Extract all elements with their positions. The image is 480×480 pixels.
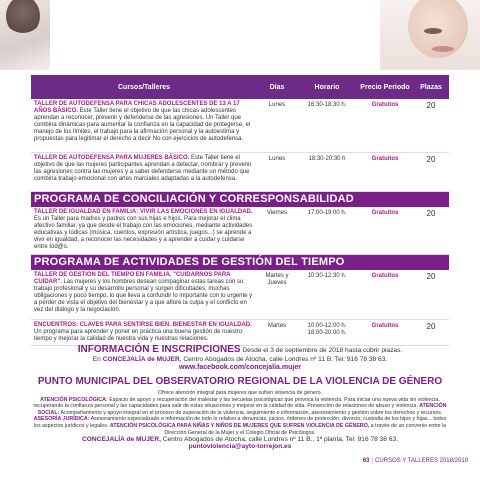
table-row [31, 270, 449, 320]
course-days: Lunes [268, 102, 286, 108]
course-price: Gratuitos [371, 323, 399, 329]
course-text: Este Taller tiene el objetivo de que las mujeres participantes aprendan a detectar, nombrar y prevenir las agresiones contra las mujeres y a saber defenderse mediante un método que combina trabajo emocional con artes marciales adaptadas a la autodefensa. [34, 155, 252, 182]
course-description [31, 153, 257, 185]
info-concejalia: CONCEJALÍA de MUJER [102, 356, 180, 363]
course-days: Martes [267, 323, 287, 329]
punto-municipal-services [31, 397, 449, 437]
ninos-text: a través de un convenio entre la Dirección General de la Mujer y el Colegio Oficial de Psicólogos. [164, 422, 447, 436]
contact-text: Centro Abogados de Atocha, calle Londres nº 11 B., 1ª planta, Tel: 916 78 38 63. [160, 436, 398, 444]
info-heading: INFORMACIÓN E INSCRIPCIONES [77, 344, 241, 355]
section-title-conciliacion: PROGRAMA DE CONCILIACIÓN Y CORRESPONSABILIDAD [31, 192, 449, 207]
course-price: Gratuitos [371, 156, 399, 162]
table-row [31, 153, 449, 192]
info-inscriptions [31, 344, 449, 371]
page-footer [363, 458, 468, 464]
course-name: ENCUENTROS: CLAVES PARA SENTIRSE BIEN. BIENESTAR EN IGUALDAD. [34, 322, 252, 328]
table-row [31, 99, 449, 153]
course-time: 10:00-12:00 h. 18:00-20:00 h. [307, 323, 347, 336]
course-price: Gratuitos [371, 102, 399, 108]
juridica-text: Asesoramiento especializado e información de todo lo relativo a denuncias, juicios, órdenes de protección, divorcio, custodia de los hijos y hijas... todos los aspectos jurídicos y legales. [33, 416, 447, 429]
footer-separator: | [371, 458, 374, 464]
table-row [31, 207, 449, 255]
punto-municipal-title: PUNTO MUNICIPAL DEL OBSERVATORIO REGIONAL DE LA VIOLENCIA DE GÉNERO [37, 376, 443, 387]
courses-table [31, 75, 449, 346]
course-name: TALLER DE AUTODEFENSA PARA MUJERES BÁSICO. [34, 155, 190, 161]
footer-label: CURSOS Y TALLERES 2018/2019 [375, 458, 468, 464]
course-days: Martes y Jueves [265, 273, 289, 286]
course-name: TALLER DE AUTODEFENSA PARA CHICAS ADOLESCENTES DE 13 A 17 AÑOS BÁSICO. [34, 101, 240, 114]
course-text: Es un Taller para madres y padres con sus hijas e hijos. Para mejorar el clima afectivo familiar, ya que desde el trabajo con las emociones, mediante actividades educativas y lúdicas (música, cuentos, expresión artística, juegos...) se aprende a vivir en igualdad, a reconocer las necesidades y a aprender a cuidar y cuidarse entre tod@s. [34, 216, 253, 250]
course-time: 16:30-18:30 h. [307, 102, 347, 108]
punto-municipal-intro: Ofrece atención integral para mujeres que sufren violencia de género. [157, 390, 322, 396]
header-days: Días [269, 83, 285, 91]
header-photo-strip [0, 0, 480, 70]
juridica-label: ASESORÍA JURÍDICA: [33, 416, 90, 423]
punto-municipal-body [31, 390, 449, 450]
course-days: Viernes [266, 210, 288, 216]
social-label: ATENCIÓN SOCIAL: [37, 403, 447, 416]
course-text: Un programa para aprender y poner en práctica una buena gestión de nuestro tiempo y mejorar la calidad de nuestra vida y nuestras relaciones. [34, 329, 243, 342]
course-places: 20 [426, 272, 436, 281]
table-header [31, 75, 449, 99]
header-time: Horario [314, 83, 340, 91]
info-heading-line [31, 344, 449, 355]
course-description [31, 99, 257, 145]
course-price: Gratuitos [371, 210, 399, 216]
course-places: 20 [426, 101, 436, 110]
info-dates: Desde el 3 de septiembre de 2018 hasta cubrir plazas. [240, 347, 403, 354]
course-name: TALLER DE IGUALDAD EN FAMILIA: VIVIR LAS EMOCIONES EN IGUALDAD. [34, 209, 253, 215]
course-description [31, 320, 257, 345]
psico-text: Espacio de apoyo y recuperación del malestar y las secuelas psicológicas que provoca la violencia. Para iniciar una nueva vida sin violencia, recuperando la confianza personal y las capacidades para salir de estas situaciones y mejorar en la calidad de vida. Prevención de relaciones de abuso y violencia. [33, 396, 440, 410]
course-days: Lunes [268, 156, 286, 162]
course-places: 20 [426, 322, 436, 331]
info-web-link[interactable]: www.facebook.com/concejalia.mujer [179, 364, 301, 371]
ninos-label: ATENCIÓN PSICOLÓGICA PARA NIÑAS Y NIÑOS DE MUJERES QUE SUFREN VIOLENCIA DE GÉNERO, [109, 422, 370, 429]
contact-label: CONCEJALÍA de MUJER, [82, 436, 161, 444]
section-title-gestion: PROGRAMA DE ACTIVIDADES DE GESTIÓN DEL TIEMPO [31, 255, 449, 270]
decorative-photo-left [0, 0, 50, 70]
punto-municipal-email[interactable]: puntoviolencia@ayto-torrejon.es [188, 442, 292, 450]
social-text: Acompañamiento y apoyo integral en el proceso de superación de la violencia, seguimiento e información, asesoramiento y gestión sobre los derechos y recursos. [59, 409, 443, 416]
course-text: Este Taller tiene el objetivo de que las chicas adolescentes aprendan a reconocer, prevenir y defenderse de las agresiones. Un Taller que combina dinámicas para aumentar la confianza en la capacidad de protegerse, el manejo de los límites, el trabajo para la afirmación personal y la autoestima y propuestas para legitimar el derecho a decir No con ejercicios de autodefensa. [34, 108, 251, 142]
decorative-photo-right [380, 0, 480, 70]
course-text: Las mujeres y los hombres desean compaginar estas tareas con su trabajo profesional y su desarrollo personal y surgen dificultades, muchas obligaciones y poco tiempo, lo que lleva a confundir lo importante con lo urgente y a perder de vista el objetivo del bienestar y a que aflore la culpa y el conflicto en vez del diálogo y la negociación. [34, 279, 253, 313]
table-row [31, 320, 449, 346]
course-price: Gratuitos [371, 273, 399, 279]
course-name: TALLER DE GESTIÓN DEL TIEMPO EN FAMILIA. "CUIDARNOS PARA CUIDAR". [34, 272, 231, 285]
course-time: 10:30-12:30 h. [307, 273, 347, 279]
info-address: , Centro Abogados de Atocha, calle Londres nº 11 B. Tel: 916 78 38 63. [179, 356, 388, 363]
course-places: 20 [426, 155, 436, 164]
course-places: 20 [426, 209, 436, 218]
header-courses: Cursos/Talleres [117, 83, 170, 91]
header-price: Precio Periodo [360, 83, 410, 91]
course-time: 17:00-19:00 h. [307, 210, 347, 216]
course-description [31, 270, 257, 316]
info-address-line [31, 356, 449, 363]
info-prefix: En [92, 356, 103, 363]
header-places: Plazas [420, 83, 442, 91]
course-time: 18:30-20:30 h [308, 156, 346, 162]
course-description [31, 207, 257, 253]
page-number: 63 [362, 458, 370, 464]
psico-label: ATENCIÓN PSICOLÓGICA: [40, 396, 108, 403]
